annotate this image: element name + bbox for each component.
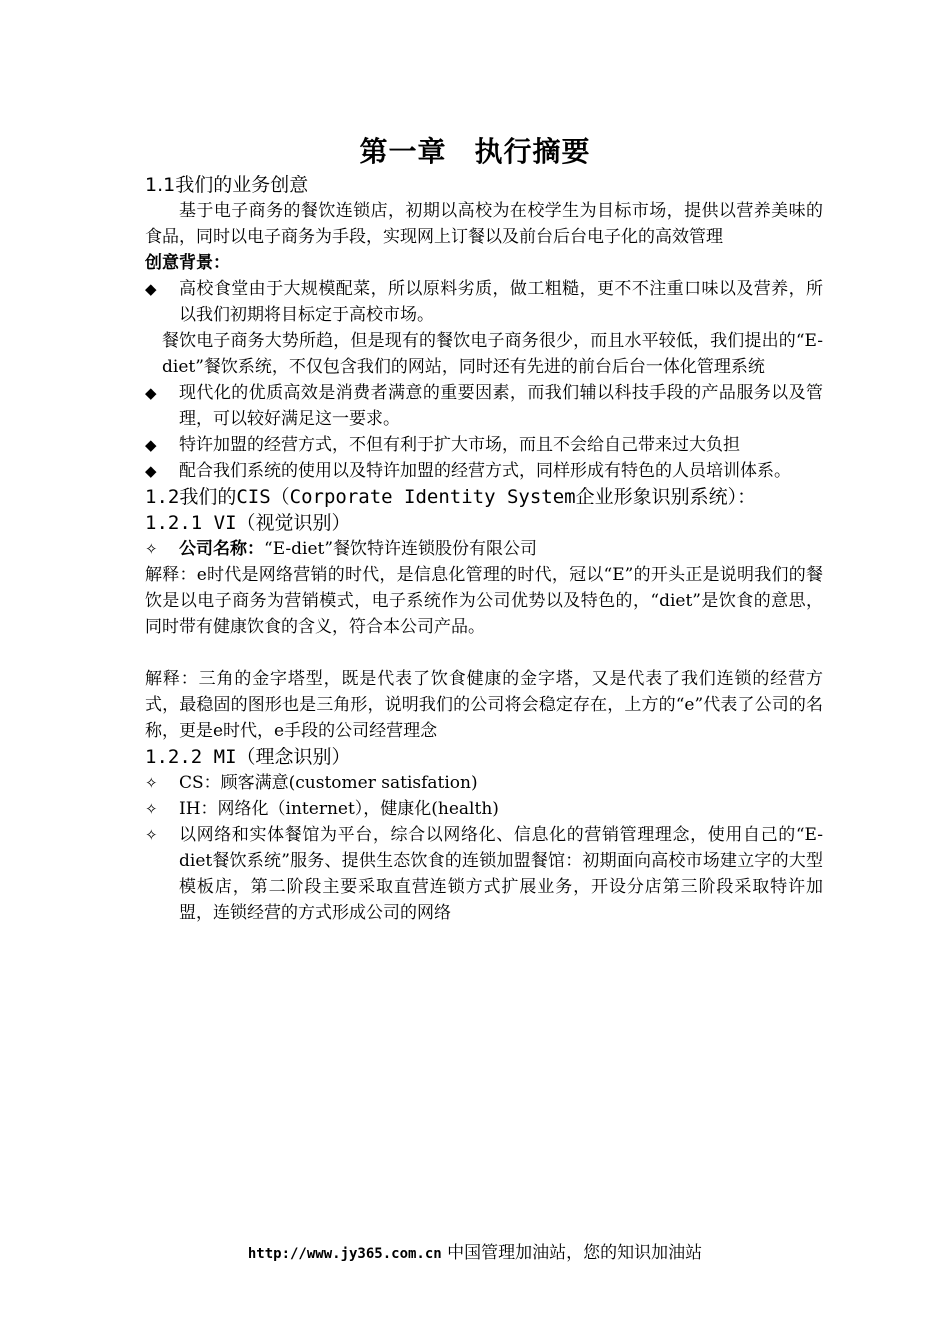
- list-item: ◆ 现代化的优质高效是消费者满意的重要因素，而我们辅以科技手段的产品服务以及管理，可以较好满足这一要求。: [145, 380, 823, 432]
- page-footer: [0, 1238, 950, 1263]
- list-item: ◆ 配合我们系统的使用以及特许加盟的经营方式，同样形成有特色的人员培训体系。: [145, 458, 823, 484]
- diamond-bullet-icon: ◆: [145, 462, 157, 480]
- list-item: ◆ 高校食堂由于大规模配菜，所以原料劣质，做工粗糙，更不不注重口味以及营养，所以我们初期将目标定于高校市场。: [145, 276, 823, 328]
- explanation-paragraph-logo: 解释：三角的金字塔型，既是代表了饮食健康的金字塔，又是代表了我们连锁的经营方式，最稳固的图形也是三角形，说明我们的公司将会稳定存在，上方的“e”代表了公司的名称，更是e时代，e手段的公司经营理念: [145, 669, 823, 741]
- section-heading-1-2: 1.2我们的CIS（Corporate Identity System企业形象识别系统）：: [145, 486, 757, 508]
- chapter-title-number: 第一章: [359, 135, 447, 168]
- list-item: ◆ 特许加盟的经营方式，不但有利于扩大市场，而且不会给自己带来过大负担: [145, 432, 823, 458]
- star-bullet-icon: ✧: [145, 800, 158, 818]
- list-item: [145, 536, 823, 562]
- explanation-paragraph-name: 解释：e时代是网络营销的时代，是信息化管理的时代，冠以“E”的开头正是说明我们的餐饮是以电子商务为营销模式，电子系统作为公司优势以及特色的，“diet”是饮食的意思，同时带有健康饮食的含义，符合本公司产品。: [145, 565, 823, 637]
- star-bullet-icon: ✧: [145, 826, 158, 844]
- list-item-plain: 餐饮电子商务大势所趋，但是现有的餐饮电子商务很少，而且水平较低，我们提出的“E-diet”餐饮系统，不仅包含我们的网站，同时还有先进的前台后台一体化管理系统: [162, 331, 823, 377]
- section-heading-1-2-2: 1.2.2 MI（理念识别）: [145, 746, 351, 768]
- chapter-title-text: 执行摘要: [474, 135, 591, 168]
- document-body: [145, 172, 823, 926]
- background-label: 创意背景：: [145, 253, 230, 273]
- list-item: ✧ 以网络和实体餐馆为平台，综合以网络化、信息化的营销管理理念，使用自己的“E-diet餐饮系统”服务、提供生态饮食的连锁加盟餐馆：初期面向高校市场建立字的大型模板店，第二阶段主要采取直营连锁方式扩展业务，开设分店第三阶段采取特许加盟，连锁经营的方式形成公司的网络: [145, 822, 823, 926]
- list-item: ✧ CS：顾客满意(customer satisfation): [145, 770, 823, 796]
- diamond-bullet-icon: ◆: [145, 436, 157, 454]
- chapter-title: [0, 130, 950, 170]
- diamond-bullet-icon: ◆: [145, 280, 157, 298]
- business-idea-paragraph: 基于电子商务的餐饮连锁店，初期以高校为在校学生为目标市场，提供以营养美味的食品，同时以电子商务为手段，实现网上订餐以及前台后台电子化的高效管理: [145, 201, 823, 247]
- footer-slogan: 中国管理加油站，您的知识加油站: [447, 1243, 703, 1263]
- company-name-label: 公司名称：: [179, 539, 264, 559]
- section-heading-1-2-1: 1.2.1 VI（视觉识别）: [145, 512, 351, 534]
- diamond-bullet-icon: ◆: [145, 384, 157, 402]
- footer-url[interactable]: http://www.jy365.com.cn: [247, 1246, 442, 1262]
- star-bullet-icon: ✧: [145, 540, 158, 558]
- section-heading-1-1: 1.1我们的业务创意: [145, 174, 309, 196]
- list-item: ✧ IH：网络化（internet），健康化(health): [145, 796, 823, 822]
- company-name-value: “E-diet”餐饮特许连锁股份有限公司: [264, 539, 538, 559]
- star-bullet-icon: ✧: [145, 774, 158, 792]
